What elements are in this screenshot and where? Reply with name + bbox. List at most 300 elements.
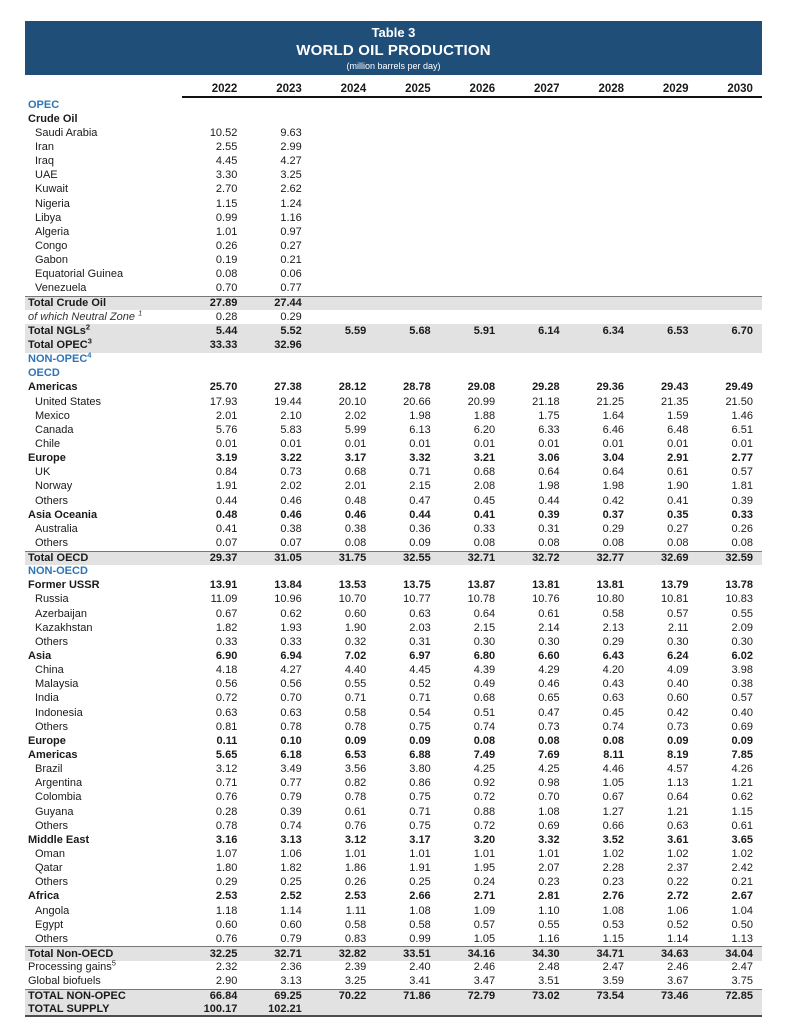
table-row — [25, 946, 762, 960]
value-cell: 0.01 — [731, 437, 753, 450]
row-label: Others — [35, 932, 69, 945]
value-cell: 0.76 — [344, 819, 367, 832]
value-cell: 21.50 — [725, 395, 753, 408]
value-cell: 0.60 — [667, 692, 689, 705]
value-cell: 2.11 — [667, 621, 689, 634]
value-cell: 2.15 — [409, 480, 431, 493]
value-cell: 0.29 — [602, 522, 625, 535]
table-row — [25, 98, 762, 112]
row-label: Australia — [35, 522, 78, 535]
table-row — [25, 918, 762, 932]
value-cell: 4.39 — [473, 664, 496, 677]
row-label: Congo — [35, 239, 68, 252]
value-cell: 0.27 — [667, 522, 689, 535]
value-cell: 6.97 — [409, 650, 431, 663]
value-cell: 0.07 — [280, 536, 302, 549]
value-cell: 6.94 — [280, 650, 302, 663]
row-label: Saudi Arabia — [35, 126, 98, 139]
value-cell: 13.81 — [596, 579, 625, 592]
value-cell: 72.85 — [725, 989, 753, 1002]
value-cell: 32.25 — [209, 947, 238, 960]
value-cell: 0.61 — [344, 805, 367, 818]
value-cell: 7.49 — [473, 749, 496, 762]
value-cell: 0.72 — [473, 791, 496, 804]
value-cell: 0.78 — [280, 720, 302, 733]
value-cell: 1.02 — [667, 848, 689, 861]
value-cell: 5.52 — [280, 324, 302, 337]
value-cell: 21.18 — [532, 395, 560, 408]
value-cell: 1.82 — [280, 862, 302, 875]
row-label: Others — [35, 819, 69, 832]
value-cell: 0.64 — [667, 791, 689, 804]
value-cell: 0.63 — [667, 819, 689, 832]
value-cell: 1.98 — [602, 480, 625, 493]
value-cell: 73.02 — [532, 989, 560, 1002]
value-cell: 2.02 — [344, 409, 367, 422]
row-label: Others — [35, 494, 69, 507]
value-cell: 2.72 — [667, 890, 689, 903]
year-column-header: 2028 — [598, 83, 625, 95]
table-title: WORLD OIL PRODUCTION — [296, 42, 491, 59]
row-label: NON-OECD — [28, 565, 88, 578]
value-cell: 32.71 — [467, 551, 496, 564]
value-cell: 0.08 — [538, 734, 560, 747]
value-cell: 73.46 — [660, 989, 689, 1002]
value-cell: 2.01 — [344, 480, 367, 493]
row-label: OPEC — [28, 98, 60, 111]
value-cell: 3.30 — [215, 169, 238, 182]
value-cell: 0.33 — [731, 508, 753, 521]
value-cell: 0.55 — [731, 607, 753, 620]
value-cell: 0.63 — [215, 706, 238, 719]
row-label: Mexico — [35, 409, 70, 422]
value-cell: 0.29 — [280, 310, 302, 323]
value-cell: 1.16 — [280, 211, 302, 224]
value-cell: 0.63 — [602, 692, 625, 705]
row-label: Total OPEC$^3$ — [28, 336, 92, 351]
value-cell: 0.01 — [409, 437, 431, 450]
table-row — [25, 183, 762, 197]
table-row — [25, 791, 762, 805]
value-cell: 1.82 — [215, 621, 238, 634]
value-cell: 0.83 — [344, 932, 367, 945]
value-cell: 4.45 — [409, 664, 431, 677]
value-cell: 7.85 — [731, 749, 753, 762]
row-label: Norway — [35, 480, 73, 493]
value-cell: 0.11 — [216, 734, 238, 747]
row-label: Americas — [28, 749, 78, 762]
table-row — [25, 112, 762, 126]
value-cell: 10.81 — [660, 593, 689, 606]
row-label: Total NGLs$^2$ — [28, 322, 91, 337]
table-row — [25, 805, 762, 819]
value-cell: 0.60 — [344, 607, 367, 620]
value-cell: 6.60 — [538, 650, 560, 663]
value-cell: 2.71 — [473, 890, 496, 903]
value-cell: 4.29 — [538, 664, 560, 677]
table-row — [25, 395, 762, 409]
value-cell: 2.32 — [215, 961, 238, 974]
table-row — [25, 296, 762, 310]
value-cell: 5.65 — [215, 749, 238, 762]
value-cell: 2.81 — [538, 890, 560, 903]
value-cell: 4.25 — [473, 763, 496, 776]
value-cell: 32.71 — [274, 947, 302, 960]
year-column-header: 2026 — [469, 83, 496, 95]
value-cell: 5.76 — [215, 423, 238, 436]
value-cell: 0.21 — [280, 254, 302, 267]
table-row — [25, 975, 762, 989]
value-cell: 71.86 — [403, 989, 431, 1002]
value-cell: 3.19 — [215, 452, 238, 465]
value-cell: 0.09 — [344, 734, 367, 747]
year-column-header: 2029 — [662, 83, 689, 95]
value-cell: 2.62 — [280, 183, 302, 196]
value-cell: 4.27 — [280, 155, 302, 168]
value-cell: 2.36 — [280, 961, 302, 974]
value-cell: 3.25 — [344, 975, 367, 988]
row-label: Kuwait — [35, 183, 69, 196]
value-cell: 0.73 — [280, 466, 302, 479]
row-label: Europe — [28, 452, 66, 465]
table-row — [25, 437, 762, 451]
value-cell: 3.49 — [280, 763, 302, 776]
value-cell: 1.91 — [215, 480, 238, 493]
value-cell: 0.30 — [667, 635, 689, 648]
value-cell: 1.11 — [345, 904, 367, 917]
value-cell: 0.08 — [344, 536, 367, 549]
value-cell: 0.66 — [602, 819, 625, 832]
row-label: Global biofuels — [28, 975, 101, 988]
value-cell: 32.72 — [532, 551, 560, 564]
value-cell: 0.70 — [538, 791, 560, 804]
value-cell: 1.04 — [731, 904, 753, 917]
value-cell: 1.59 — [667, 409, 689, 422]
value-cell: 6.48 — [667, 423, 689, 436]
value-cell: 0.43 — [602, 678, 625, 691]
value-cell: 0.09 — [409, 734, 431, 747]
row-label: Indonesia — [35, 706, 83, 719]
value-cell: 3.13 — [280, 975, 302, 988]
value-cell: 70.22 — [338, 989, 367, 1002]
value-cell: 0.09 — [409, 536, 431, 549]
value-cell: 13.84 — [274, 579, 302, 592]
value-cell: 0.33 — [280, 635, 302, 648]
table-row — [25, 958, 762, 975]
table-body — [25, 98, 762, 1017]
value-cell: 0.64 — [602, 466, 625, 479]
value-cell: 0.44 — [538, 494, 560, 507]
value-cell: 1.06 — [667, 904, 689, 917]
value-cell: 3.59 — [602, 975, 625, 988]
value-cell: 0.38 — [280, 522, 302, 535]
value-cell: 29.36 — [596, 381, 625, 394]
value-cell: 0.61 — [538, 607, 560, 620]
value-cell: 10.96 — [274, 593, 302, 606]
value-cell: 0.08 — [667, 536, 689, 549]
value-cell: 1.07 — [215, 848, 238, 861]
value-cell: 1.05 — [473, 932, 496, 945]
value-cell: 72.79 — [467, 989, 496, 1002]
value-cell: 34.04 — [725, 947, 753, 960]
value-cell: 2.53 — [215, 890, 238, 903]
table-header-banner — [25, 21, 762, 75]
value-cell: 0.61 — [667, 466, 689, 479]
value-cell: 0.98 — [538, 777, 560, 790]
value-cell: 73.54 — [596, 989, 625, 1002]
year-column-header: 2027 — [534, 83, 560, 95]
value-cell: 2.40 — [409, 961, 431, 974]
value-cell: 2.77 — [731, 452, 753, 465]
value-cell: 0.61 — [731, 819, 753, 832]
row-label: Colombia — [35, 791, 82, 804]
value-cell: 0.51 — [473, 706, 496, 719]
row-label: Nigeria — [35, 197, 70, 210]
value-cell: 3.65 — [731, 833, 753, 846]
value-cell: 6.18 — [280, 749, 302, 762]
value-cell: 27.44 — [274, 297, 302, 310]
value-cell: 100.17 — [203, 1002, 238, 1015]
value-cell: 2.46 — [667, 961, 689, 974]
value-cell: 13.78 — [725, 579, 753, 592]
value-cell: 3.47 — [473, 975, 496, 988]
value-cell: 0.41 — [473, 508, 496, 521]
row-label: Iraq — [35, 155, 54, 168]
row-label: Asia Oceania — [28, 508, 98, 521]
table-row — [25, 126, 762, 140]
value-cell: 1.14 — [667, 932, 689, 945]
value-cell: 2.47 — [602, 961, 625, 974]
table-row — [25, 649, 762, 663]
value-cell: 0.58 — [602, 607, 625, 620]
value-cell: 0.75 — [409, 720, 431, 733]
footnote-marker: 1 — [138, 308, 143, 318]
table-row — [25, 169, 762, 183]
value-cell: 1.15 — [602, 932, 625, 945]
value-cell: 10.83 — [725, 593, 753, 606]
row-label: Azerbaijan — [35, 607, 87, 620]
value-cell: 2.10 — [280, 409, 302, 422]
value-cell: 6.02 — [731, 650, 753, 663]
value-cell: 0.06 — [280, 268, 302, 281]
table-row — [25, 381, 762, 395]
value-cell: 0.58 — [344, 918, 367, 931]
value-cell: 1.13 — [731, 932, 753, 945]
value-cell: 1.08 — [602, 904, 625, 917]
value-cell: 0.79 — [280, 791, 302, 804]
row-label: China — [35, 664, 64, 677]
value-cell: 3.32 — [409, 452, 431, 465]
value-cell: 0.86 — [409, 777, 431, 790]
table-row — [25, 211, 762, 225]
value-cell: 0.49 — [473, 678, 496, 691]
value-cell: 0.31 — [409, 635, 431, 648]
value-cell: 0.70 — [280, 692, 302, 705]
value-cell: 32.96 — [274, 338, 302, 351]
value-cell: 0.25 — [280, 876, 302, 889]
value-cell: 1.24 — [280, 197, 302, 210]
value-cell: 20.66 — [403, 395, 431, 408]
value-cell: 6.34 — [602, 324, 625, 337]
value-cell: 0.60 — [280, 918, 302, 931]
value-cell: 0.09 — [667, 734, 689, 747]
value-cell: 1.95 — [473, 862, 496, 875]
value-cell: 0.72 — [215, 692, 238, 705]
value-cell: 1.01 — [215, 225, 238, 238]
value-cell: 0.01 — [280, 437, 302, 450]
value-cell: 8.11 — [603, 749, 625, 762]
value-cell: 0.01 — [215, 437, 238, 450]
value-cell: 0.24 — [473, 876, 496, 889]
value-cell: 0.68 — [473, 692, 496, 705]
value-cell: 0.37 — [602, 508, 625, 521]
row-label: Asia — [28, 650, 52, 663]
value-cell: 1.21 — [667, 805, 689, 818]
value-cell: 4.57 — [667, 763, 689, 776]
value-cell: 10.70 — [338, 593, 367, 606]
value-cell: 5.59 — [344, 324, 367, 337]
value-cell: 3.22 — [280, 452, 302, 465]
value-cell: 0.23 — [602, 876, 625, 889]
value-cell: 0.99 — [409, 932, 431, 945]
value-cell: 0.57 — [667, 607, 689, 620]
value-cell: 0.31 — [538, 522, 560, 535]
value-cell: 1.13 — [667, 777, 689, 790]
value-cell: 25.70 — [209, 381, 238, 394]
value-cell: 1.91 — [409, 862, 431, 875]
value-cell: 13.81 — [532, 579, 560, 592]
table-row — [25, 819, 762, 833]
value-cell: 0.21 — [731, 876, 753, 889]
value-cell: 1.02 — [731, 848, 753, 861]
value-cell: 27.89 — [209, 297, 238, 310]
value-cell: 0.50 — [731, 918, 753, 931]
year-column-header: 2025 — [405, 83, 431, 95]
value-cell: 1.18 — [215, 904, 238, 917]
row-label: Middle East — [28, 833, 90, 846]
value-cell: 0.08 — [473, 536, 496, 549]
value-cell: 3.67 — [667, 975, 689, 988]
value-cell: 0.64 — [473, 607, 496, 620]
value-cell: 3.98 — [731, 664, 753, 677]
value-cell: 32.59 — [725, 551, 753, 564]
value-cell: 0.48 — [344, 494, 367, 507]
value-cell: 10.80 — [596, 593, 625, 606]
value-cell: 10.76 — [532, 593, 560, 606]
value-cell: 6.20 — [473, 423, 496, 436]
row-label: Processing gains$^5$ — [28, 958, 116, 974]
table-row — [25, 706, 762, 720]
value-cell: 0.35 — [667, 508, 689, 521]
value-cell: 1.14 — [280, 904, 302, 917]
value-cell: 0.44 — [409, 508, 431, 521]
value-cell: 0.97 — [280, 225, 302, 238]
value-cell: 28.12 — [338, 381, 367, 394]
value-cell: 0.84 — [215, 466, 238, 479]
value-cell: 34.71 — [596, 947, 625, 960]
value-cell: 4.18 — [215, 664, 238, 677]
row-label: Malaysia — [35, 678, 79, 691]
table-row — [25, 551, 762, 565]
value-cell: 5.91 — [473, 324, 496, 337]
value-cell: 2.13 — [602, 621, 625, 634]
value-cell: 7.02 — [344, 650, 367, 663]
value-cell: 0.08 — [602, 536, 625, 549]
row-label: Brazil — [35, 763, 63, 776]
value-cell: 1.93 — [280, 621, 302, 634]
value-cell: 13.91 — [209, 579, 238, 592]
value-cell: 4.25 — [538, 763, 560, 776]
value-cell: 7.69 — [538, 749, 560, 762]
value-cell: 33.33 — [209, 338, 238, 351]
value-cell: 3.56 — [344, 763, 367, 776]
table-row — [25, 833, 762, 847]
value-cell: 2.28 — [602, 862, 625, 875]
value-cell: 2.37 — [667, 862, 689, 875]
table-row — [25, 155, 762, 169]
value-cell: 0.69 — [538, 819, 560, 832]
value-cell: 0.09 — [731, 734, 753, 747]
table-row — [25, 904, 762, 918]
value-cell: 0.29 — [602, 635, 625, 648]
value-cell: 1.98 — [538, 480, 560, 493]
footnote-marker: 5 — [111, 958, 116, 968]
value-cell: 1.10 — [538, 904, 560, 917]
value-cell: 20.10 — [338, 395, 367, 408]
value-cell: 0.48 — [215, 508, 238, 521]
value-cell: 1.01 — [473, 848, 496, 861]
value-cell: 0.71 — [409, 466, 431, 479]
value-cell: 0.57 — [731, 692, 753, 705]
table-row — [25, 452, 762, 466]
value-cell: 0.60 — [215, 918, 238, 931]
value-cell: 13.87 — [467, 579, 496, 592]
value-cell: 6.80 — [473, 650, 496, 663]
value-cell: 2.03 — [409, 621, 431, 634]
table-row — [25, 607, 762, 621]
value-cell: 0.58 — [344, 706, 367, 719]
value-cell: 0.36 — [409, 522, 431, 535]
value-cell: 4.09 — [667, 664, 689, 677]
row-label: Former USSR — [28, 579, 100, 592]
value-cell: 2.70 — [215, 183, 238, 196]
value-cell: 0.23 — [538, 876, 560, 889]
row-label: of which Neutral Zone $^1$ — [28, 308, 143, 323]
value-cell: 4.27 — [280, 664, 302, 677]
value-cell: 29.08 — [467, 381, 496, 394]
table-row — [25, 367, 762, 381]
value-cell: 29.28 — [532, 381, 560, 394]
row-label: Oman — [35, 848, 65, 861]
value-cell: 6.13 — [409, 423, 431, 436]
value-cell: 2.91 — [667, 452, 689, 465]
value-cell: 0.77 — [280, 282, 302, 295]
value-cell: 0.38 — [344, 522, 367, 535]
table-row — [25, 494, 762, 508]
value-cell: 0.71 — [344, 692, 367, 705]
value-cell: 0.26 — [344, 876, 367, 889]
value-cell: 0.08 — [602, 734, 625, 747]
value-cell: 32.69 — [660, 551, 689, 564]
value-cell: 2.09 — [731, 621, 753, 634]
value-cell: 1.21 — [731, 777, 753, 790]
value-cell: 3.12 — [215, 763, 238, 776]
value-cell: 1.01 — [344, 848, 367, 861]
table-row — [25, 338, 762, 352]
value-cell: 17.93 — [209, 395, 238, 408]
value-cell: 0.01 — [473, 437, 496, 450]
value-cell: 2.02 — [280, 480, 302, 493]
